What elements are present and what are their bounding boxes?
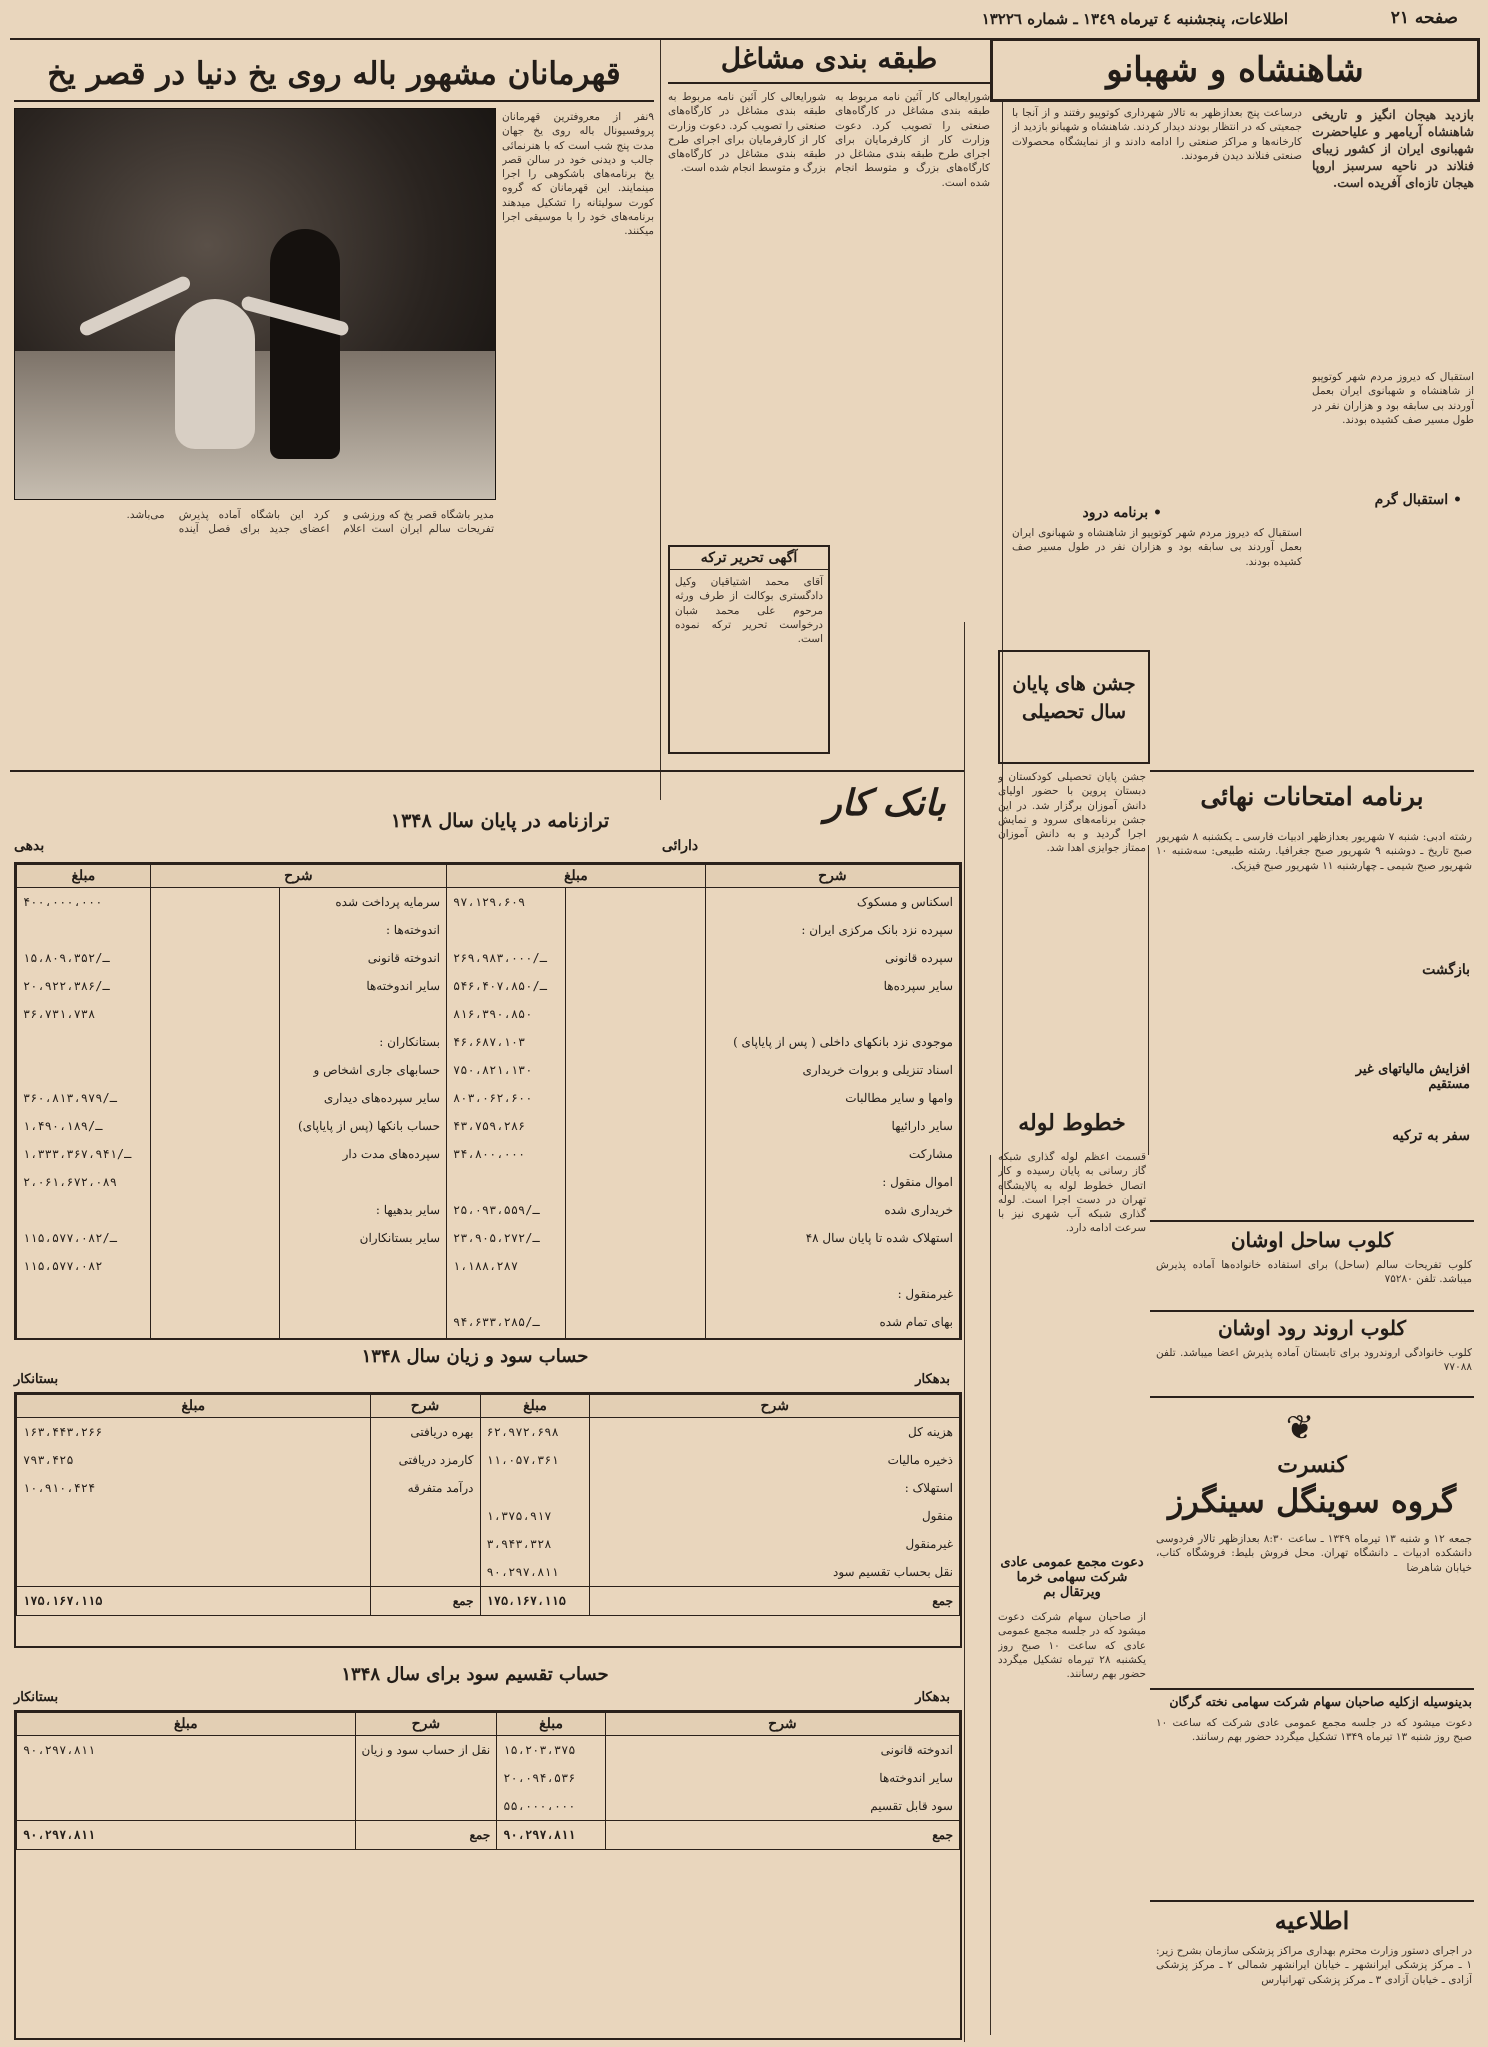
asset-spacer (565, 1028, 705, 1056)
jobs-body: شورایعالی کار آئین نامه مربوط به طبقه بندی مشاغل در کارگاه‌های صنعتی را تصویب کرد. دعوت وزارت کار از کارفرمایان برای اجرای طرح طبقه بندی مشاغل در کارگاه‌های بزرگ و متوسط انجام شده است. (835, 91, 990, 189)
exams-note-title: بازگشت (1422, 962, 1470, 978)
col-amount: مبلغ (17, 1395, 371, 1418)
asset-label: سپرده نزد بانک مرکزی ایران : (705, 916, 959, 944)
credit-label (370, 1530, 480, 1558)
jobs-body-cont: شورایعالی کار آئین نامه مربوط به طبقه بندی مشاغل در کارگاه‌های صنعتی را تصویب کرد. دعوت وزارت کار از کارفرمایان برای اجرای طرح طبقه بندی مشاغل در کارگاه‌های بزرگ و متوسط انجام شده است. (668, 91, 826, 175)
credit-amount (17, 1558, 371, 1587)
asset-amount: ۸۱۶،۳۹۰،۸۵۰ (447, 1000, 566, 1028)
debit-amount: ۵۵،۰۰۰،۰۰۰ (497, 1792, 606, 1821)
liability-label (280, 1000, 447, 1028)
liability-spacer (150, 1308, 279, 1336)
debit-label: سود قابل تقسیم (605, 1792, 959, 1821)
debit-amount: ۳،۹۴۳،۳۲۸ (480, 1530, 590, 1558)
royal-visit-subhead: • استقبال گرم (1374, 492, 1462, 508)
liability-spacer (150, 1168, 279, 1196)
asset-amount: ۴۶،۶۸۷،۱۰۳ (447, 1028, 566, 1056)
liability-label: سایر بدهیها : (280, 1196, 447, 1224)
col-desc: شرح (370, 1395, 480, 1418)
credit-label: کارمزد دریافتی (370, 1446, 480, 1474)
asset-amount (447, 1336, 566, 1340)
dist-debit-label: بدهکار (915, 1690, 950, 1705)
credit-amount (17, 1764, 356, 1792)
probate-notice (668, 545, 830, 754)
asset-label (705, 1000, 959, 1028)
liability-label: اندوخته‌ها : (280, 916, 447, 944)
table-row (17, 1792, 960, 1821)
asset-amount: ۵۴۶،۴۰۷،۸۵۰/ـ (447, 972, 566, 1000)
asset-spacer (565, 972, 705, 1000)
company-body: دعوت میشود که در جلسه مجمع عمومی عادی شرکت که ساعت ۱۰ صبح روز شنبه ۱۳ تیرماه ۱۳۴۹ تشکیل میگردد حضور بهم رسانند. (1156, 1717, 1472, 1744)
dist-title: حساب تقسیم سود برای سال ۱۳۴۸ (341, 1664, 609, 1685)
asset-label: استهلاک شده تا پایان سال ۴۸ (705, 1224, 959, 1252)
asset-label: سایر دارائیها (705, 1112, 959, 1140)
liability-amount: ۱۱۵،۵۷۷،۰۸۲ (17, 1252, 151, 1280)
exams-note-title: افزایش مالیاتهای غیر مستقیم (1355, 1062, 1470, 1092)
liability-spacer (150, 1336, 279, 1340)
liability-amount (17, 1280, 151, 1308)
table-row (17, 888, 960, 917)
total-amount: ۱۷۵،۱۶۷،۱۱۵ (17, 1587, 371, 1616)
asset-spacer (565, 1196, 705, 1224)
table-row (17, 1196, 960, 1224)
liability-amount (17, 1336, 151, 1340)
table-row (17, 1280, 960, 1308)
asset-label: موجودی نزد بانکهای داخلی ( پس از پایاپای ) (705, 1028, 959, 1056)
liability-label: بستانکاران : (280, 1028, 447, 1056)
dist-table (16, 1712, 960, 1850)
jobs-title: طبقه بندی مشاغل (720, 42, 938, 75)
asset-spacer (565, 1056, 705, 1084)
exams-note-title: سفر به ترکیه (1392, 1128, 1470, 1144)
debit-amount: ۱۵،۲۰۳،۳۷۵ (497, 1736, 606, 1765)
liability-amount (17, 1196, 151, 1224)
debit-amount (480, 1474, 590, 1502)
debit-amount: ۶۲،۹۷۲،۶۹۸ (480, 1418, 590, 1447)
liability-label: سایر سپرده‌های دیداری (280, 1084, 447, 1112)
asset-amount: ۲۵،۰۹۳،۵۵۹/ـ (447, 1196, 566, 1224)
liability-amount: ۱۵،۸۰۹،۳۵۲/ـ (17, 944, 151, 972)
debit-amount: ۱،۳۷۵،۹۱۷ (480, 1502, 590, 1530)
skater-male (270, 229, 340, 459)
liability-spacer (150, 1140, 279, 1168)
debit-amount: ۲۰،۰۹۴،۵۳۶ (497, 1764, 606, 1792)
asset-spacer (565, 888, 705, 917)
asset-spacer (565, 1000, 705, 1028)
table-row (17, 1252, 960, 1280)
exams-body: رشته ادبی: شنبه ۷ شهریور بعدازظهر ادبیات فارسی ـ یکشنبه ۸ شهریور صبح تاریخ ـ دوشنبه ۹ شهریور صبح جغرافیا. رشته طبیعی: سه‌شنبه ۱۰ شهریور صبح شیمی ـ چهارشنبه ۱۱ شهریور صبح فیزیک. (1156, 831, 1472, 872)
ads-rule (1150, 1900, 1474, 1902)
asset-spacer (565, 944, 705, 972)
pipeline-body: قسمت اعظم لوله گذاری شبکه گاز رسانی به پایان رسیده و کار اتصال خطوط لوله به پالایشگاه تهران در دست اجرا است. لوله گذاری شبکه آب شهری نیز با سرعت ادامه دارد. (998, 1151, 1146, 1235)
pl-statement (14, 1392, 962, 1648)
skater-female (175, 299, 255, 449)
asset-spacer (565, 1084, 705, 1112)
liability-amount (17, 1308, 151, 1336)
asset-label: سپرده قانونی (705, 944, 959, 972)
table-row (17, 1056, 960, 1084)
column-divider (964, 622, 965, 2042)
asset-amount: ۴۳،۷۵۹،۲۸۶ (447, 1112, 566, 1140)
jobs-rule (668, 82, 990, 84)
debit-label: منقول (590, 1502, 960, 1530)
asset-amount: ۹۴،۶۳۳،۲۸۵/ـ (447, 1308, 566, 1336)
graduation-body: جشن پایان تحصیلی کودکستان و دبستان پروین با حضور اولیای دانش آموزان برگزار شد. در این جشن برنامه‌های سرود و نمایش اجرا گردید و به دانش آموزان ممتاز جوایزی اهدا شد. (998, 771, 1146, 855)
credit-label: نقل از حساب سود و زیان (355, 1736, 497, 1765)
liability-amount: ۱،۳۳۳،۳۶۷،۹۴۱/ـ (17, 1140, 151, 1168)
liability-spacer (150, 1224, 279, 1252)
asset-amount: ۹۷،۱۲۹،۶۰۹ (447, 888, 566, 917)
company-title: بدینوسیله ازکلیه صاحبان سهام شرکت سهامی نخته گرگان (1169, 1694, 1472, 1709)
total-amount: ۹۰،۲۹۷،۸۱۱ (17, 1821, 356, 1850)
liability-spacer (150, 1000, 279, 1028)
table-row (17, 1140, 960, 1168)
table-row (17, 944, 960, 972)
liability-amount (17, 916, 151, 944)
table-row (17, 1502, 960, 1530)
liability-spacer (150, 972, 279, 1000)
col-amount: مبلغ (497, 1713, 606, 1736)
liability-label: سایر بستانکاران (280, 1224, 447, 1252)
total-row (17, 1587, 960, 1616)
pl-table (16, 1394, 960, 1616)
col-desc: شرح (590, 1395, 960, 1418)
asset-spacer (565, 1140, 705, 1168)
exams-rule (1150, 770, 1474, 772)
asset-amount: ۱،۱۸۸،۲۸۷ (447, 1252, 566, 1280)
column-divider (1148, 845, 1149, 1155)
club1-title: کلوب ساحل اوشان (1230, 1228, 1394, 1252)
meeting-title: دعوت مجمع عمومی عادی شرکت سهامی خرما ویرتقال بم (1000, 1555, 1144, 1600)
col-desc: شرح (705, 865, 959, 888)
concert-body: جمعه ۱۲ و شنبه ۱۳ تیرماه ۱۳۴۹ ـ ساعت ۸:۳۰ بعدازظهر تالار فردوسی دانشکده ادبیات ـ دانشگاه تهران. محل فروش بلیط: فروشگاه کتاب، خیابان شاهرضا (1156, 1533, 1472, 1574)
asset-amount: ۷۵۰،۸۲۱،۱۳۰ (447, 1056, 566, 1084)
asset-spacer (565, 1168, 705, 1196)
probate-notice-title: آگهی تحریر ترکه (670, 547, 828, 570)
graduation-box (998, 650, 1150, 764)
skating-photo (14, 108, 496, 500)
table-row (17, 1474, 960, 1502)
total-amount: ۱۷۵،۱۶۷،۱۱۵ (480, 1587, 590, 1616)
asset-spacer (565, 1224, 705, 1252)
balance-title: ترازنامه در پایان سال ۱۳۴۸ (390, 810, 610, 832)
concert-emblem-icon: ❦ (1285, 1408, 1315, 1448)
meeting-body: از صاحبان سهام شرکت دعوت میشود که در جلسه مجمع عمومی عادی که ساعت ۱۰ صبح روز یکشنبه ۲۸ تیرماه تشکیل میگردد حضور بهم رسانند. (998, 1611, 1146, 1681)
credit-amount: ۱۰،۹۱۰،۴۲۴ (17, 1474, 371, 1502)
graduation-title: جشن های پایان سال تحصیلی (1012, 673, 1136, 723)
pipeline-title: خطوط لوله (1018, 1110, 1126, 1136)
liability-spacer (150, 944, 279, 972)
section-rule (10, 770, 964, 772)
liability-spacer (150, 1112, 279, 1140)
debit-label: هزینه کل (590, 1418, 960, 1447)
table-row (17, 1736, 960, 1765)
liability-amount: ۴۰۰،۰۰۰،۰۰۰ (17, 888, 151, 917)
table-row (17, 916, 960, 944)
liability-label: حساب بانکها (پس از پایاپای) (280, 1112, 447, 1140)
skating-body-cont: مدیر باشگاه قصر یخ که ورزشی و تفریحات سالم ایران است اعلام کرد این باشگاه آماده پذیرش اعضای جدید برای فصل آینده می‌باشد. (126, 509, 494, 536)
liability-spacer (150, 1028, 279, 1056)
table-row (17, 972, 960, 1000)
asset-label: مشارکت (705, 1140, 959, 1168)
asset-label: غیرمنقول : (705, 1280, 959, 1308)
concert-head: کنسرت (1277, 1452, 1347, 1478)
table-row (17, 1558, 960, 1587)
liability-spacer (150, 1252, 279, 1280)
credit-label (355, 1764, 497, 1792)
liability-amount: ۳۶،۷۳۱،۷۳۸ (17, 1000, 151, 1028)
total-label: جمع (355, 1821, 497, 1850)
liability-spacer (150, 1084, 279, 1112)
notice-title: اطلاعیه (1274, 1906, 1350, 1935)
table-row (17, 1224, 960, 1252)
liability-amount (17, 1028, 151, 1056)
skating-title: قهرمانان مشهور باله روی یخ دنیا در قصر یخ (47, 56, 621, 92)
col-desc: شرح (150, 865, 446, 888)
asset-amount (447, 916, 566, 944)
asset-amount (447, 1168, 566, 1196)
royal-visit-lead: بازدید هیجان انگیز و تاریخی شاهنشاه آریامهر و علیاحضرت شهبانوی ایران از کشور زیبای فنلاند در ناحیه سرسبز اروپا هیجان تازه‌ای آفریده است. (1312, 107, 1474, 190)
liability-spacer (150, 1280, 279, 1308)
probate-notice-body: آقای محمد اشتیاقیان وکیل دادگستری بوکالت از طرف ورثه مرحوم علی محمد شبان درخواست تحریر ترکه نموده است. (675, 576, 823, 646)
liability-spacer (150, 1056, 279, 1084)
club2-body: کلوب خانوادگی اروندرود برای تابستان آماده پذیرش اعضا میباشد. تلفن ۷۷۰۸۸ (1156, 1347, 1472, 1374)
credit-label (370, 1502, 480, 1530)
liability-label: سایر اندوخته‌ها (280, 972, 447, 1000)
col-amount: مبلغ (17, 865, 151, 888)
pl-debit-label: بدهکار (915, 1372, 950, 1387)
royal-visit-body-cont: استقبال که دیروز مردم شهر کوتوپیو از شاهنشاه و شهبانوی ایران بعمل آوردند بی سابقه بود و هزاران نفر در طول مسیر صف کشیده بودند. (1312, 371, 1474, 426)
table-row (17, 1336, 960, 1340)
total-label: جمع (590, 1587, 960, 1616)
table-row (17, 1112, 960, 1140)
col-amount: مبلغ (447, 865, 706, 888)
asset-label (705, 1336, 959, 1340)
credit-amount: ۱۶۳،۴۴۳،۲۶۶ (17, 1418, 371, 1447)
royal-visit-subhead: • برنامه درود (1082, 505, 1162, 521)
table-row (17, 1446, 960, 1474)
table-row (17, 1764, 960, 1792)
liabilities-label: بدهی (14, 838, 45, 854)
table-row (17, 1418, 960, 1447)
liability-label: سپرده‌های مدت دار (280, 1140, 447, 1168)
asset-label: اسناد تنزیلی و بروات خریداری (705, 1056, 959, 1084)
asset-label: اسکناس و مسکوک (705, 888, 959, 917)
liability-label (280, 1336, 447, 1340)
ads-rule (1150, 1220, 1474, 1222)
pl-title: حساب سود و زیان سال ۱۳۴۸ (361, 1346, 589, 1367)
liability-label (280, 1280, 447, 1308)
liability-amount: ۳۶۰،۸۱۳،۹۷۹/ـ (17, 1084, 151, 1112)
total-row (17, 1821, 960, 1850)
asset-amount: ۲۶۹،۹۸۳،۰۰۰/ـ (447, 944, 566, 972)
liability-amount: ۱۱۵،۵۷۷،۰۸۲/ـ (17, 1224, 151, 1252)
asset-label: سایر سپرده‌ها (705, 972, 959, 1000)
credit-amount: ۷۹۳،۴۲۵ (17, 1446, 371, 1474)
asset-label: اموال منقول : (705, 1168, 959, 1196)
debit-label: نقل بحساب تقسیم سود (590, 1558, 960, 1587)
liability-amount: ۲۰،۹۲۲،۳۸۶/ـ (17, 972, 151, 1000)
liability-label (280, 1308, 447, 1336)
column-divider (990, 1155, 991, 2035)
liability-amount: ۲،۰۶۱،۶۷۲،۰۸۹ (17, 1168, 151, 1196)
debit-label: ذخیره مالیات (590, 1446, 960, 1474)
liability-label: سرمایه پرداخت شده (280, 888, 447, 917)
ads-rule (1150, 1396, 1474, 1398)
royal-visit-body: درساعت پنج بعدازظهر به تالار شهرداری کوتوپیو رفتند و از آنجا با جمعیتی که در انتظار بودند دیدار کردند. شاهنشاه و شهبانو بازدید از کارخانه‌ها و مراکز صنعتی را ادامه دادند و از نمایشگاه محصولات صنعتی فنلاند دیدن فرمودند. (1012, 107, 1302, 162)
royal-visit-title: شاهنشاه و شهبانو (990, 38, 1480, 102)
debit-label: استهلاک : (590, 1474, 960, 1502)
liability-amount (17, 1056, 151, 1084)
col-amount: مبلغ (17, 1713, 356, 1736)
credit-amount (17, 1792, 356, 1821)
skater-arm (78, 274, 193, 337)
debit-amount: ۹۰،۲۹۷،۸۱۱ (480, 1558, 590, 1587)
col-desc: شرح (605, 1713, 959, 1736)
liability-label: اندوخته قانونی (280, 944, 447, 972)
total-label: جمع (370, 1587, 480, 1616)
total-label: جمع (605, 1821, 959, 1850)
pl-credit-label: بستانکار (14, 1372, 59, 1387)
table-row (17, 1000, 960, 1028)
ice-surface (15, 351, 495, 499)
debit-label: غیرمنقول (590, 1530, 960, 1558)
credit-label: بهره دریافتی (370, 1418, 480, 1447)
credit-label: درآمد متفرقه (370, 1474, 480, 1502)
table-row (17, 1530, 960, 1558)
table-row (17, 1168, 960, 1196)
col-amount: مبلغ (480, 1395, 590, 1418)
issue-info: اطلاعات، پنجشنبه ٤ تیرماه ١٣٤٩ ـ شماره ١٣٢٢٦ (981, 10, 1288, 28)
asset-spacer (565, 1252, 705, 1280)
debit-amount: ۱۱،۰۵۷،۳۶۱ (480, 1446, 590, 1474)
assets-label: دارائی (661, 838, 699, 854)
asset-spacer (565, 1308, 705, 1336)
club2-title: کلوب اروند رود اوشان (1217, 1316, 1407, 1340)
asset-amount: ۲۳،۹۰۵،۲۷۲/ـ (447, 1224, 566, 1252)
notice-body: در اجرای دستور وزارت محترم بهداری مراکز پزشکی سازمان بشرح زیر: ۱ ـ مرکز پزشکی ایرانشهر ـ خیابان ایرانشهر شمالی ۲ ـ مرکز پزشکی آزادی ـ خیابان آزادی ۳ ـ مرکز پزشکی تهرانپارس (1156, 1945, 1472, 1986)
exams-title: برنامه امتحانات نهائی (1200, 782, 1424, 811)
skating-rule (14, 100, 654, 102)
table-row (17, 1308, 960, 1336)
table-row (17, 1084, 960, 1112)
page-number: صفحه ۲۱ (1390, 8, 1458, 28)
credit-amount (17, 1530, 371, 1558)
debit-label: سایر اندوخته‌ها (605, 1764, 959, 1792)
column-divider (660, 40, 661, 800)
liability-label (280, 1252, 447, 1280)
liability-label (280, 1168, 447, 1196)
credit-amount: ۹۰،۲۹۷،۸۱۱ (17, 1736, 356, 1765)
ads-rule (1150, 1688, 1474, 1690)
asset-spacer (565, 1280, 705, 1308)
dist-credit-label: بستانکار (14, 1690, 59, 1705)
asset-amount: ۸۰۳،۰۶۲،۶۰۰ (447, 1084, 566, 1112)
total-amount: ۹۰،۲۹۷،۸۱۱ (497, 1821, 606, 1850)
balance-sheet-table (16, 864, 960, 1340)
royal-visit-body-more: استقبال که دیروز مردم شهر کوتوپیو از شاهنشاه و شهبانوی ایران بعمل آوردند بی سابقه بود و هزاران نفر در طول مسیر صف کشیده بودند. (1012, 527, 1302, 568)
concert-title: گروه سوینگل سینگرز (1167, 1482, 1457, 1520)
liability-amount: ۱،۴۹۰،۱۸۹/ـ (17, 1112, 151, 1140)
credit-label (370, 1558, 480, 1587)
bank-name: بانک کار (824, 782, 946, 824)
asset-label: خریداری شده (705, 1196, 959, 1224)
table-row (17, 1028, 960, 1056)
asset-spacer (565, 916, 705, 944)
balance-sheet (14, 862, 962, 1340)
dist-statement (14, 1710, 962, 2040)
liability-spacer (150, 888, 279, 917)
credit-amount (17, 1502, 371, 1530)
asset-label: وامها و سایر مطالبات (705, 1084, 959, 1112)
skating-body: ۹نفر از معروفترین قهرمانان پروفسیونال باله روی یخ جهان مدت پنج شب است که با هنرنمائی جالب و دیدنی خود در سالن قصر یخ برنامه‌های باشکوهی را اجرا مینمایند. این قهرمانان که گروه کورت سولیتانه را تشکیل میدهند برنامه‌های خود را با موسیقی اجرا میکنند. (502, 111, 654, 238)
asset-amount (447, 1280, 566, 1308)
liability-label: حسابهای جاری اشخاص و (280, 1056, 447, 1084)
club1-body: کلوب تفریحات سالم (ساحل) برای استفاده خانواده‌ها آماده پذیرش میباشد. تلفن ۷۵۲۸۰ (1156, 1259, 1472, 1286)
asset-spacer (565, 1112, 705, 1140)
liability-spacer (150, 916, 279, 944)
ads-rule (1150, 1310, 1474, 1312)
col-desc: شرح (355, 1713, 497, 1736)
asset-spacer (565, 1336, 705, 1340)
asset-label (705, 1252, 959, 1280)
asset-label: بهای تمام شده (705, 1308, 959, 1336)
credit-label (355, 1792, 497, 1821)
debit-label: اندوخته قانونی (605, 1736, 959, 1765)
liability-spacer (150, 1196, 279, 1224)
asset-amount: ۳۴،۸۰۰،۰۰۰ (447, 1140, 566, 1168)
